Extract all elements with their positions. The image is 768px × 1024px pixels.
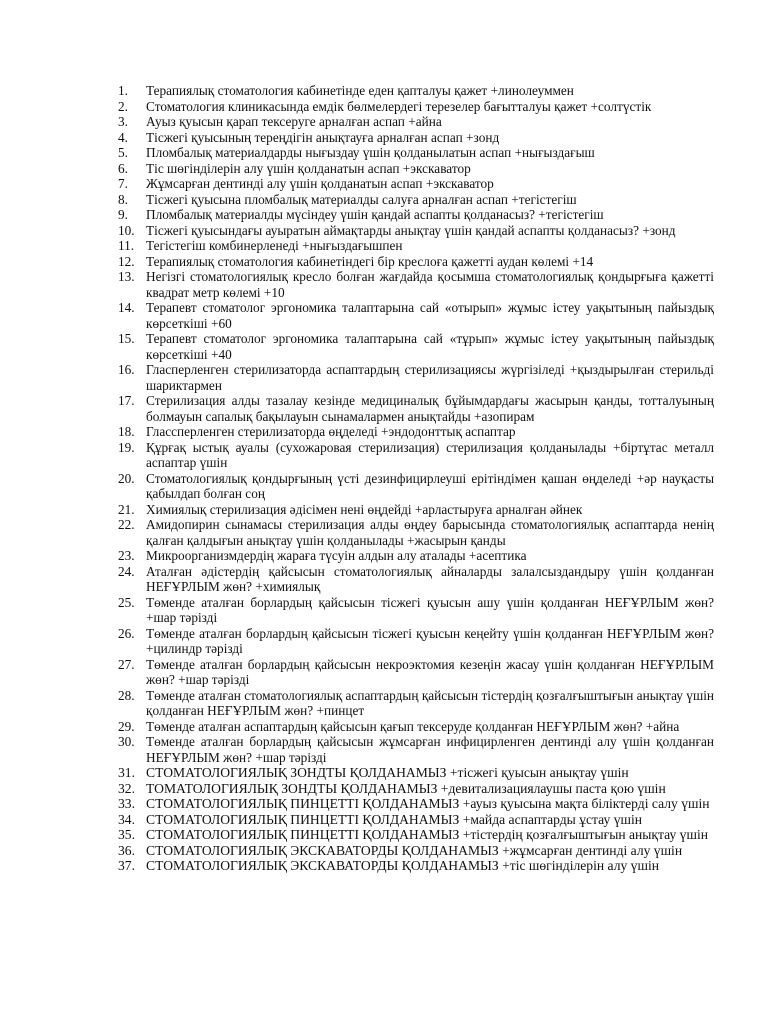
item-text: Жұмсарған дентинді алу үшін қолданатын аспап +экскаватор (146, 176, 494, 191)
item-number: 33. (118, 796, 135, 811)
item-text: Пломбалық материалдарды нығыздау үшін қолданылатын аспап +нығыздағыш (146, 145, 595, 160)
list-item (118, 393, 714, 424)
item-text: Төменде аталған аспаптардың қайсысын қағып тексеруде қолданған НЕҒҰРЛЫМ жөн? +айна (146, 718, 680, 734)
list-item (118, 765, 714, 781)
item-text: Тісжегі қуысының тереңдігін анықтауға арналған аспап +зонд (146, 129, 500, 145)
list-item (118, 129, 714, 146)
item-number: 21. (118, 501, 135, 517)
item-number: 29. (118, 718, 135, 734)
item-text: Төменде аталған борлардың қайсысын некроэктомия кезеңін жасау үшін қолданған НЕҒҰРЛЫМ жөн? +шар тәрізді (146, 656, 714, 687)
item-number: 37. (118, 858, 135, 873)
item-number: 19. (118, 439, 135, 455)
item-text: Құрғақ ыстық ауалы (сухожаровая стерилизация) стерилизация қолданылады +біртұтас металл аспаптар үшін (146, 439, 714, 470)
list-item (118, 594, 714, 626)
item-text: Аталған әдістердің қайсысын стоматологиялық айналарды залалсыздандыру үшін қолданған НЕҒҰРЛЫМ жөн? +химиялық (146, 563, 714, 594)
list-item (118, 160, 714, 177)
list-item (118, 253, 714, 270)
list-item (118, 114, 714, 130)
list-item (118, 269, 714, 300)
item-text: Стерилизация алды тазалау кезінде медициналық бұйымдардағы жасырын қанды, тотталуының болмауын сапалық бақылауын сынамалармен анықтайды +азопирам (146, 393, 714, 424)
item-text: Гласперленген стерилизаторда аспаптардың стерилизациясы жүргізіледі +қыздырылған стерильді шариктармен (146, 362, 714, 393)
item-text: Төменде аталған борлардың қайсысын жұмсарған инфицирленген дентинді алу үшін қолданған НЕҒҰРЛЫМ жөн? +шар тәрізді (146, 734, 714, 765)
item-text: СТОМАТОЛОГИЯЛЫҚ ЗОНДТЫ ҚОЛДАНАМЫЗ +тісжегі қуысын анықтау үшін (146, 765, 629, 780)
list-item (118, 98, 714, 115)
item-number: 5. (118, 145, 128, 160)
item-number: 16. (118, 362, 135, 377)
list-item (118, 470, 714, 502)
item-text: Төменде аталған борлардың қайсысын тісжегі қуысын кеңейту үшін қолданған НЕҒҰРЛЫМ жөн? +цилиндр тәрізді (146, 625, 714, 656)
item-number: 14. (118, 300, 135, 315)
item-text: Тісжегі қуысына пломбалық материалды салуға арналған аспап +тегістегіш (146, 191, 577, 207)
item-number: 23. (118, 548, 135, 563)
list-item (118, 191, 714, 208)
item-number: 1. (118, 83, 128, 98)
list-item (118, 842, 714, 859)
item-number: 34. (118, 811, 135, 827)
item-text: Тегістегіш комбинерленеді +нығыздағышпен (146, 238, 403, 253)
item-text: СТОМАТОЛОГИЯЛЫҚ ПИНЦЕТТІ ҚОЛДАНАМЫЗ +майда аспаптарды ұстау үшін (146, 811, 643, 827)
item-number: 32. (118, 780, 135, 796)
item-number: 6. (118, 160, 128, 176)
item-number: 10. (118, 222, 135, 238)
list-item (118, 439, 714, 471)
item-number: 36. (118, 842, 135, 858)
list-item (118, 300, 714, 331)
list-item (118, 222, 714, 239)
item-number: 13. (118, 269, 135, 284)
item-number: 4. (118, 129, 128, 145)
item-number: 2. (118, 98, 128, 114)
item-number: 9. (118, 207, 128, 222)
list-item (118, 687, 714, 719)
list-item (118, 796, 714, 812)
item-text: Төменде аталған стоматологиялық аспаптардың қайсысын тістердің қозғалғыштығын анықтау үшін қолданған НЕҒҰРЛЫМ жөн? +пинцет (146, 687, 714, 718)
list-item (118, 827, 714, 843)
item-number: 17. (118, 393, 135, 408)
item-text: Тісжегі қуысындағы ауыратын аймақтарды анықтау үшін қандай аспапты қолданасыз? +зонд (146, 222, 676, 238)
item-text: Пломбалық материалды мүсіндеу үшін қандай аспапты қолданасыз? +тегістегіш (146, 207, 604, 222)
question-list (0, 83, 768, 874)
item-text: Микроорганизмдердің жараға түсуін алдын алу аталады +асептика (146, 548, 527, 563)
list-item (118, 656, 714, 688)
item-text: Стоматологиялық қондырғының үсті дезинфицирлеуші ерітіндімен қашан өңделеді +әр науқасты қабылдап болған соң (146, 470, 714, 501)
list-item (118, 176, 714, 192)
list-item (118, 362, 714, 393)
item-text: Ауыз қуысын қарап тексеруге арналған аспап +айна (146, 114, 442, 129)
list-item (118, 548, 714, 564)
item-text: Стоматология клиникасында емдік бөлмелердегі терезелер бағытталуы қажет +солтүстік (146, 98, 652, 114)
item-number: 8. (118, 191, 128, 207)
item-number: 15. (118, 331, 135, 346)
item-text: Терапевт стоматолог эргономика талаптарына сай «тұрып» жұмыс істеу уақытының пайыздық көрсеткіші +40 (146, 331, 714, 362)
list-item (118, 83, 714, 99)
item-text: Глассперленген стерилизаторда өңделеді +эндодонттық аспаптар (146, 424, 516, 439)
item-number: 26. (118, 625, 135, 641)
item-text: СТОМАТОЛОГИЯЛЫҚ ПИНЦЕТТІ ҚОЛДАНАМЫЗ +тістердің қозғалғыштығын анықтау үшін (146, 827, 709, 842)
item-text: Терапиялық стоматология кабинетінде еден қапталуы қажет +линолеуммен (146, 83, 574, 98)
item-number: 31. (118, 765, 135, 780)
item-number: 18. (118, 424, 135, 439)
list-item (118, 718, 714, 735)
item-number: 28. (118, 687, 135, 703)
list-item (118, 501, 714, 518)
item-number: 35. (118, 827, 135, 842)
list-item (118, 331, 714, 362)
item-number: 3. (118, 114, 128, 129)
item-text: Амидопирин сынамасы стерилизация алды өңдеу барысында стоматологиялық аспаптарда ненің қалған қалдығын анықтау үшін қолданылады +жасырын қанды (146, 517, 714, 548)
item-text: Тіс шөгінділерін алу үшін қолданатын аспап +экскаватор (146, 160, 471, 176)
item-text: Төменде аталған борлардың қайсысын тісжегі қуысын ашу үшін қолданған НЕҒҰРЛЫМ жөн? +шар тәрізді (146, 594, 714, 625)
item-number: 27. (118, 656, 135, 672)
item-number: 30. (118, 734, 135, 749)
item-text: СТОМАТОЛОГИЯЛЫҚ ЭКСКАВАТОРДЫ ҚОЛДАНАМЫЗ +тіс шөгінділерін алу үшін (146, 858, 660, 873)
list-item (118, 563, 714, 595)
list-item (118, 858, 714, 874)
item-text: Терапиялық стоматология кабинетіндегі бір креслоға қажетті аудан көлемі +14 (146, 253, 594, 269)
list-item (118, 625, 714, 657)
list-item (118, 207, 714, 223)
item-text: Химиялық стерилизация әдісімен нені өңдейді +арластыруға арналған әйнек (146, 501, 583, 517)
item-number: 20. (118, 470, 135, 486)
list-item (118, 811, 714, 828)
item-number: 7. (118, 176, 128, 191)
list-item (118, 734, 714, 765)
item-number: 25. (118, 594, 135, 610)
list-item (118, 517, 714, 548)
item-text: СТОМАТОЛОГИЯЛЫҚ ЭКСКАВАТОРДЫ ҚОЛДАНАМЫЗ +жұмсарған дентинді алу үшін (146, 842, 683, 858)
item-number: 24. (118, 563, 135, 579)
list-item (118, 145, 714, 161)
list-item (118, 424, 714, 440)
item-number: 11. (118, 238, 135, 253)
item-text: Терапевт стоматолог эргономика талаптарына сай «отырып» жұмыс істеу уақытының пайыздық көрсеткіші +60 (146, 300, 714, 331)
item-text: ТОМАТОЛОГИЯЛЫҚ ЗОНДТЫ ҚОЛДАНАМЫЗ +девитализациялаушы паста қою үшін (146, 780, 666, 796)
list-item (118, 238, 714, 254)
item-text: Негізгі стоматологиялық кресло болған жағдайда қосымша стоматологиялық қондырғыға қажетті квадрат метр көлемі +10 (146, 269, 714, 300)
item-number: 22. (118, 517, 135, 532)
item-number: 12. (118, 253, 135, 269)
item-text: СТОМАТОЛОГИЯЛЫҚ ПИНЦЕТТІ ҚОЛДАНАМЫЗ +ауыз қуысына мақта біліктерді салу үшін (146, 796, 710, 811)
list-item (118, 780, 714, 797)
